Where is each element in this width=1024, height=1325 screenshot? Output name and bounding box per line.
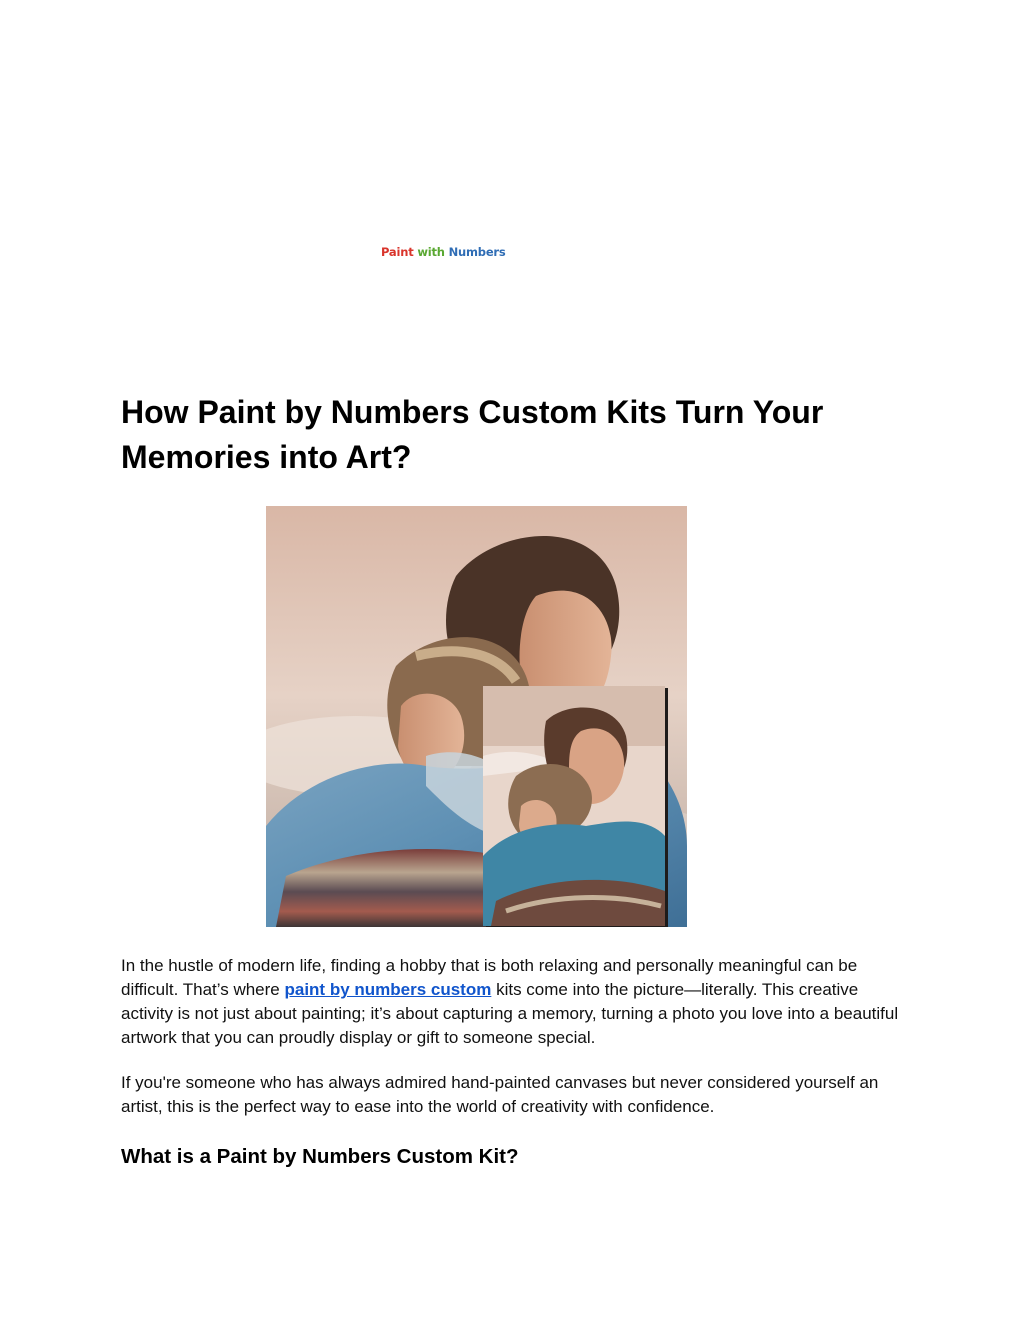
hero-image xyxy=(266,506,687,927)
intro-paragraph xyxy=(121,954,911,1050)
logo-word-numbers: Numbers xyxy=(448,245,506,259)
intro-text-before-link: In the hustle of modern life, finding a hobby that is both relaxing and personally meaningful can be difficult. That’s where xyxy=(121,956,858,999)
section-heading: What is a Paint by Numbers Custom Kit? xyxy=(121,1145,519,1168)
second-paragraph: If you're someone who has always admired hand-painted canvases but never considered yourself an artist, this is the perfect way to ease into the world of creativity with confidence. xyxy=(121,1073,879,1116)
logo-word-paint: Paint xyxy=(381,245,414,259)
intro-text-after-link: kits come into the picture—literally. This creative activity is not just about painting; it’s about capturing a memory, turning a photo you love into a beautiful artwork that you can proudly display or gift to someone special. xyxy=(121,980,899,1047)
paint-by-numbers-custom-link[interactable]: paint by numbers custom xyxy=(284,980,492,999)
article-title: How Paint by Numbers Custom Kits Turn Your Memories into Art? xyxy=(121,394,824,475)
brand-logo[interactable] xyxy=(381,245,506,259)
logo-word-with: with xyxy=(417,245,445,259)
